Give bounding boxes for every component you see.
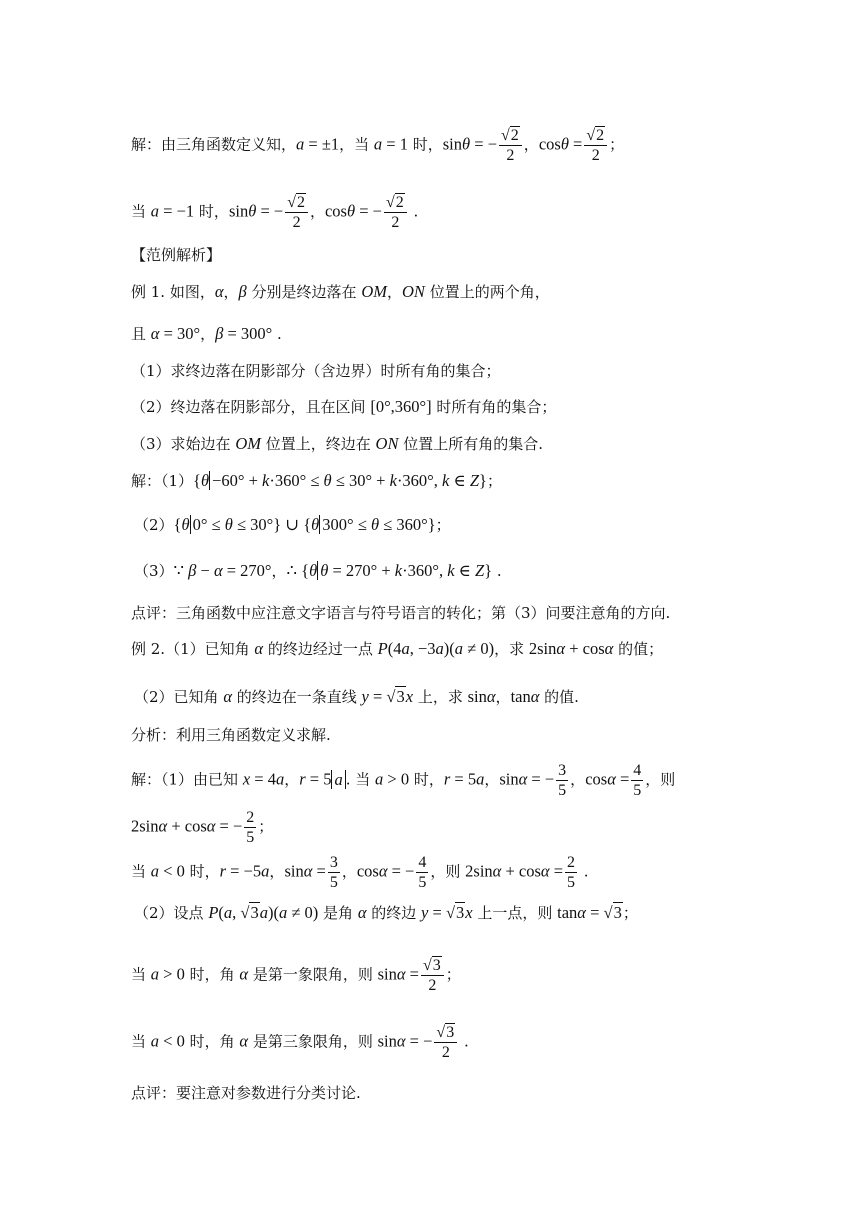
solution-line-2: 当 a = −1 时，sinθ = − $\frac{√2}{2}$ ，cosθ = − $\frac{√2}{2}$ .: [131, 194, 419, 231]
question-2: （2）终边落在阴影部分，且在区间 [0°,360°] 时所有角的集合；: [131, 397, 557, 416]
comment-2: 点评：要注意对参数进行分类讨论.: [131, 1084, 361, 1102]
solution-2-line-3: 当 a < 0 时，r = −5a，sinα = $\frac{3}{5}$ ，cosα = − $\frac{4}{5}$ ，则 2sinα + cosα = $\frac{2}{5}$ .: [131, 854, 589, 891]
question-3: （3）求始边在 OM 位置上，终边在 ON 位置上所有角的集合.: [131, 434, 543, 453]
question-1: （1）求终边落在阴影部分（含边界）时所有角的集合；: [131, 362, 501, 380]
section-heading: 【范例解析】: [131, 246, 222, 264]
analysis-line: 分析：利用三角函数定义求解.: [131, 726, 331, 744]
answer-2: （2）{θ 0° ≤ θ ≤ 30°} ∪ {θ 300° ≤ θ ≤ 360°}；: [134, 515, 451, 534]
answer-1: 解：（1）{θ −60° + k·360° ≤ θ ≤ 30° + k·360°, k ∈ Z}；: [131, 471, 502, 490]
example-1-line-2: 且 α = 30°，β = 300° .: [131, 324, 282, 343]
example-2-line-1: 例 2.（1）已知角 α 的终边经过一点 P(4a, −3a)(a ≠ 0)，求 2sinα + cosα 的值；: [131, 639, 664, 658]
comment-1: 点评：三角函数中应注意文字语言与符号语言的转化；第（3）问要注意角的方向.: [131, 604, 671, 622]
solution-2-line-1: 解：（1）由已知 x = 4a，r = 5 a . 当 a > 0 时，r = 5a，sinα = − $\frac{3}{5}$ ，cosα = $\frac{4}{5}$ ，则: [131, 762, 676, 799]
solution-2-line-4: （2）设点 P(a, √3a)(a ≠ 0) 是角 α 的终边 y = √3x 上一点，则 tanα = √3；: [134, 903, 638, 922]
solution-2-line-2: 2sinα + cosα = − $\frac{2}{5}$ ；: [131, 809, 274, 846]
solution-2-line-5: 当 a > 0 时，角 α 是第一象限角，则 sinα = $\frac{√3}{2}$ ；: [131, 957, 461, 994]
solution-line-1: 解：由三角函数定义知，a = ±1，当 a = 1 时，sinθ = − $\frac{√2}{2}$ ，cosθ = $\frac{√2}{2}$ ；: [131, 127, 625, 164]
example-1-line-1: 例 1. 如图，α，β 分别是终边落在 OM，ON 位置上的两个角，: [131, 282, 550, 301]
answer-3: （3）∵ β − α = 270°，∴ {θ θ = 270° + k·360°, k ∈ Z} .: [134, 561, 502, 580]
solution-2-line-6: 当 a < 0 时，角 α 是第三象限角，则 sinα = − $\frac{√3}{2}$ .: [131, 1024, 469, 1061]
example-2-line-2: （2）已知角 α 的终边在一条直线 y = √3x 上，求 sinα，tanα 的值.: [134, 687, 579, 706]
